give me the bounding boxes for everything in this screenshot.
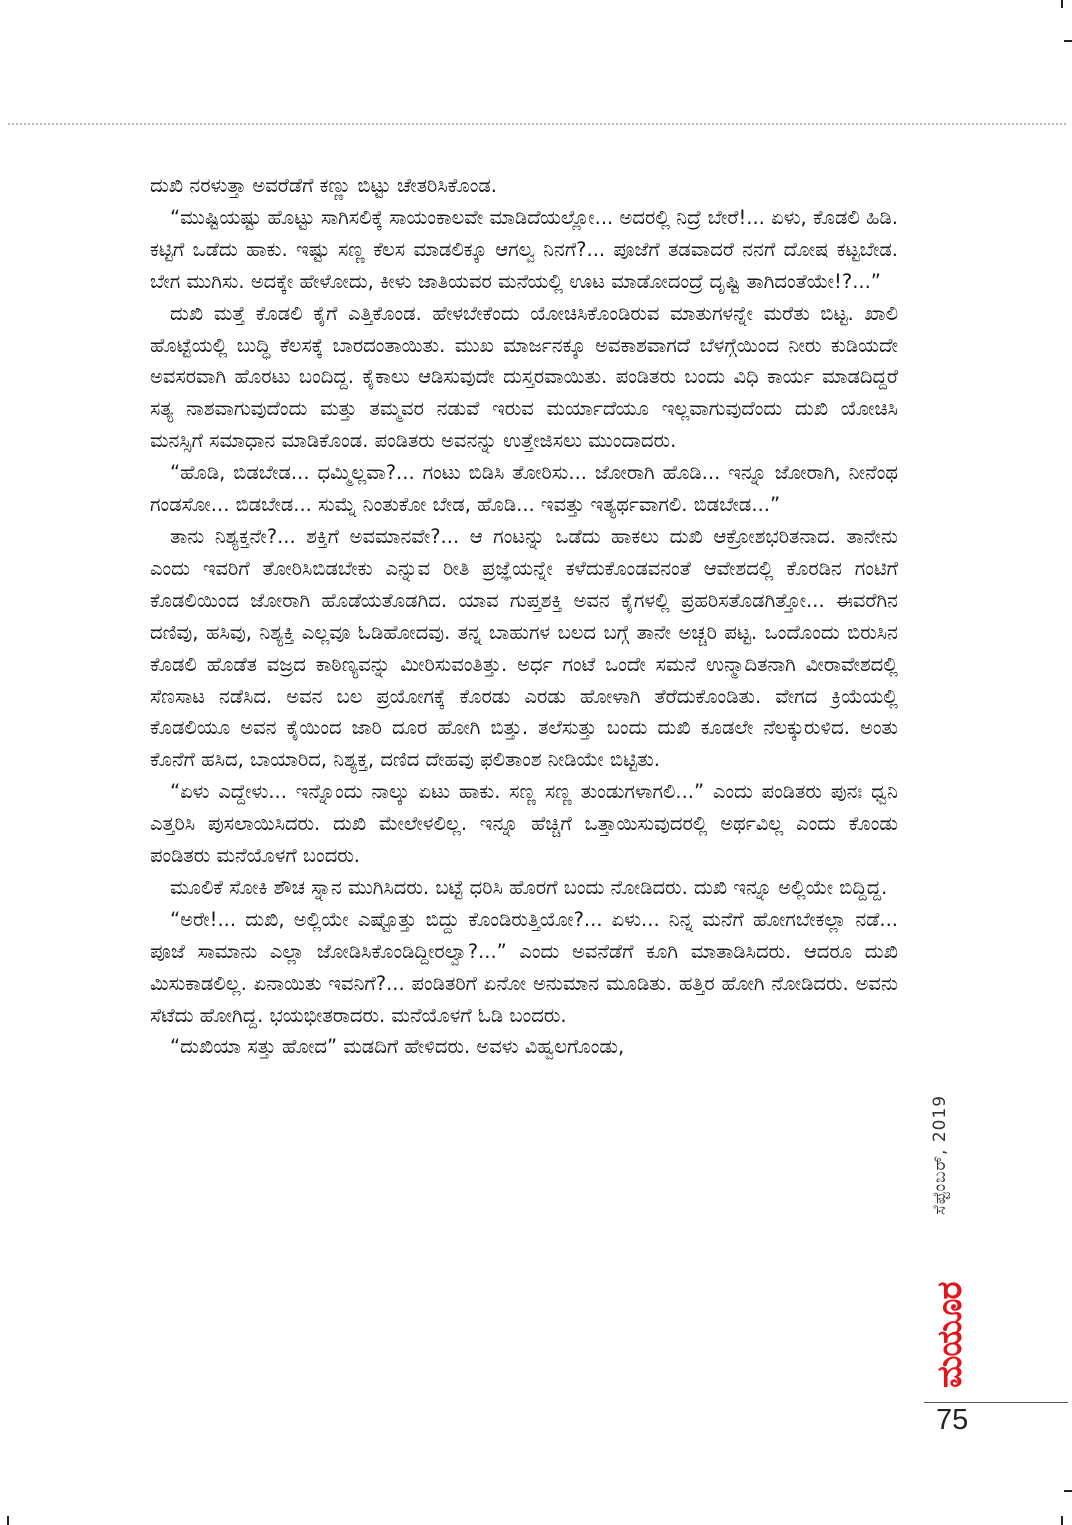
crop-mark-right — [1064, 1490, 1072, 1492]
body-paragraph: ತಾನು ನಿಶ್ಯಕ್ತನೇ?... ಶಕ್ತಿಗೆ ಅವಮಾನವೇ?... ಆ ಗಂಟನ್ನು ಒಡೆದು ಹಾಕಲು ದುಖಿ ಆಕ್ರೋಶಭರಿತನಾದ. ತಾನೇನು ಎಂದು ಇವರಿಗೆ ತೋರಿಸಿಬಿಡಬೇಕು ಎನ್ನುವ ರೀತಿ ಪ್ರಜ್ಞೆಯನ್ನೇ ಕಳೆದುಕೊಂಡವನಂತೆ ಆವೇಶದಲ್ಲಿ ಕೊರಡಿನ ಗಂಟಿಗೆ ಕೊಡಲಿಯಿಂದ ಜೋರಾಗಿ ಹೊಡೆಯತೊಡಗಿದ. ಯಾವ ಗುಪ್ತಶಕ್ತಿ ಅವನ ಕೈಗಳಲ್ಲಿ ಪ್ರಹರಿಸತೊಡಗಿತ್ತೋ... ಈವರೆಗಿನ ದಣಿವು, ಹಸಿವು, ನಿಶ್ಯಕ್ತಿ ಎಲ್ಲವೂ ಓಡಿಹೋದವು. ತನ್ನ ಬಾಹುಗಳ ಬಲದ ಬಗ್ಗೆ ತಾನೇ ಅಚ್ಚರಿ ಪಟ್ಟ. ಒಂದೊಂದು ಬಿರುಸಿನ ಕೊಡಲಿ ಹೊಡೆತ ವಜ್ರದ ಕಾಠಿಣ್ಯವನ್ನು ಮೀರಿಸುವಂತಿತ್ತು. ಅರ್ಧ ಗಂಟೆ ಒಂದೇ ಸಮನೆ ಉನ್ಮಾದಿತನಾಗಿ ವೀರಾವೇಶದಲ್ಲಿ ಸೆಣಸಾಟ ನಡೆಸಿದ. ಅವನ ಬಲ ಪ್ರಯೋಗಕ್ಕೆ ಕೊರಡು ಎರಡು ಹೋಳಾಗಿ ತೆರೆದುಕೊಂಡಿತು. ವೇಗದ ಕ್ರಿಯೆಯಲ್ಲಿ ಕೊಡಲಿಯೂ ಅವನ ಕೈಯಿಂದ ಜಾರಿ ದೂರ ಹೋಗಿ ಬಿತ್ತು. ತಲೆಸುತ್ತು ಬಂದು ದುಖಿ ಕೂಡಲೇ ನೆಲಕ್ಕುರುಳಿದ. ಅಂತು ಕೊನೆಗೆ ಹಸಿದ, ಬಾಯಾರಿದ, ನಿಶ್ಯಕ್ತ, ದಣಿದ ದೇಹವು ಫಲಿತಾಂಶ ನೀಡಿಯೇ ಬಿಟ್ಟಿತು. — [150, 524, 898, 772]
article-body — [150, 170, 898, 1063]
body-paragraph: “ಹೊಡಿ, ಬಿಡಬೇಡ... ಧಮ್ಮಿಲ್ಲವಾ?... ಗಂಟು ಬಿಡಿಸಿ ತೋರಿಸು... ಜೋರಾಗಿ ಹೊಡಿ... ಇನ್ನೂ ಜೋರಾಗಿ, ನೀನೆಂಥ ಗಂಡಸೋ... ಬಿಡಬೇಡ... ಸುಮ್ನೆ ನಿಂತುಕೋ ಬೇಡ, ಹೊಡಿ... ಇವತ್ತು ಇತ್ಯರ್ಥವಾಗಲಿ. ಬಿಡಬೇಡ...” — [150, 461, 898, 517]
page-number: 75 — [936, 1404, 969, 1436]
body-paragraph: ದುಖಿ ಮತ್ತೆ ಕೊಡಲಿ ಕೈಗೆ ಎತ್ತಿಕೊಂಡ. ಹೇಳಬೇಕೆಂದು ಯೋಚಿಸಿಕೊಂಡಿರುವ ಮಾತುಗಳನ್ನೇ ಮರೆತು ಬಿಟ್ಟ. ಖಾಲಿ ಹೊಟ್ಟೆಯಲ್ಲಿ ಬುದ್ಧಿ ಕೆಲಸಕ್ಕೆ ಬಾರದಂತಾಯಿತು. ಮುಖ ಮಾರ್ಜನಕ್ಕೂ ಅವಕಾಶವಾಗದೆ ಬೆಳಗ್ಗೆಯಿಂದ ನೀರು ಕುಡಿಯದೇ ಅವಸರವಾಗಿ ಹೊರಟು ಬಂದಿದ್ದ. ಕೈಕಾಲು ಆಡಿಸುವುದೇ ದುಸ್ತರವಾಯಿತು. ಪಂಡಿತರು ಬಂದು ವಿಧಿ ಕಾರ್ಯ ಮಾಡದಿದ್ದರೆ ಸತ್ಯ ನಾಶವಾಗುವುದೆಂದು ಮತ್ತು ತಮ್ಮವರ ನಡುವೆ ಇರುವ ಮರ್ಯಾದೆಯೂ ಇಲ್ಲವಾಗುವುದೆಂದು ದುಖಿ ಯೋಚಿಸಿ ಮನಸ್ಸಿಗೆ ಸಮಾಧಾನ ಮಾಡಿಕೊಂಡ. ಪಂಡಿತರು ಅವನನ್ನು ಉತ್ತೇಜಿಸಲು ಮುಂದಾದರು. — [150, 301, 898, 453]
issue-date-label: ಸೆಪ್ಟೆಂಬರ್, 2019 — [930, 1094, 950, 1215]
body-paragraph: ಮೂಲಿಕೆ ಸೋಕಿ ಶೌಚ ಸ್ನಾನ ಮುಗಿಸಿದರು. ಬಟ್ಟೆ ಧರಿಸಿ ಹೊರಗೆ ಬಂದು ನೋಡಿದರು. ದುಖಿ ಇನ್ನೂ ಅಲ್ಲಿಯೇ ಬಿದ್ದಿದ್ದ. — [170, 875, 888, 899]
body-paragraph: “ಅರೇ!... ದುಖಿ, ಅಲ್ಲಿಯೇ ಎಷ್ಟೊತ್ತು ಬಿದ್ದು ಕೊಂಡಿರುತ್ತಿಯೋ?... ಏಳು... ನಿನ್ನ ಮನೆಗೆ ಹೋಗಬೇಕಲ್ಲಾ ನಡೆ... ಪೂಜೆ ಸಾಮಾನು ಎಲ್ಲಾ ಜೋಡಿಸಿಕೊಂಡಿದ್ದೀರಲ್ವಾ?...” ಎಂದು ಅವನೆಡೆಗೆ ಕೂಗಿ ಮಾತಾಡಿಸಿದರು. ಆದರೂ ದುಖಿ ಮಿಸುಕಾಡಲಿಲ್ಲ. ಏನಾಯಿತು ಇವನಿಗೆ?... ಪಂಡಿತರಿಗೆ ಏನೋ ಅನುಮಾನ ಮೂಡಿತು. ಹತ್ತಿರ ಹೋಗಿ ನೋಡಿದರು. ಅವನು ಸೆಟೆದು ಹೋಗಿದ್ದ. ಭಯಭೀತರಾದರು. ಮನೆಯೊಳಗೆ ಓಡಿ ಬಂದರು. — [150, 907, 898, 1027]
body-paragraph: “ಮುಷ್ಟಿಯಷ್ಟು ಹೊಟ್ಟು ಸಾಗಿಸಲಿಕ್ಕೆ ಸಾಯಂಕಾಲವೇ ಮಾಡಿದೆಯಲ್ಲೋ... ಅದರಲ್ಲಿ ನಿದ್ರೆ ಬೇರೆ!... ಏಳು, ಕೊಡಲಿ ಹಿಡಿ. ಕಟ್ಟಿಗೆ ಒಡೆದು ಹಾಕು. ಇಷ್ಟು ಸಣ್ಣ ಕೆಲಸ ಮಾಡಲಿಕ್ಕೂ ಆಗಲ್ವ ನಿನಗೆ?... ಪೂಜೆಗೆ ತಡವಾದರೆ ನನಗೆ ದೋಷ ಕಟ್ಟಬೇಡ. ಬೇಗ ಮುಗಿಸು. ಅದಕ್ಕೇ ಹೇಳೋದು, ಕೀಳು ಜಾತಿಯವರ ಮನೆಯಲ್ಲಿ ಊಟ ಮಾಡೋದಂದ್ರೆ ದೃಷ್ಟಿ ತಾಗಿದಂತೆಯೇ!?...” — [150, 205, 898, 293]
body-paragraph: “ಏಳು ಎದ್ದೇಳು... ಇನ್ನೊಂದು ನಾಲ್ಕು ಏಟು ಹಾಕು. ಸಣ್ಣ ಸಣ್ಣ ತುಂಡುಗಳಾಗಲಿ...” ಎಂದು ಪಂಡಿತರು ಪುನಃ ಧ್ವನಿ ಎತ್ತರಿಸಿ ಪುಸಲಾಯಿಸಿದರು. ದುಖಿ ಮೇಲೇಳಲಿಲ್ಲ. ಇನ್ನೂ ಹೆಚ್ಚಿಗೆ ಒತ್ತಾಯಿಸುವುದರಲ್ಲಿ ಅರ್ಥವಿಲ್ಲ ಎಂದು ಕೊಂಡು ಪಂಡಿತರು ಮನೆಯೊಳಗೆ ಬಂದರು. — [150, 780, 898, 868]
body-paragraph: “ದುಖಿಯಾ ಸತ್ತು ಹೋದ” ಮಡದಿಗೆ ಹೇಳಿದರು. ಅವಳು ವಿಹ್ವಲಗೊಂಡು, — [170, 1035, 625, 1059]
crop-mark-top — [1061, 0, 1063, 8]
body-paragraph: ದುಖಿ ನರಳುತ್ತಾ ಅವರೆಡೆಗೆ ಕಣ್ಣು ಬಿಟ್ಟು ಚೇತರಿಸಿಕೊಂಡ. — [150, 174, 497, 197]
magazine-logo-text: ಮಯೂರ — [930, 1282, 970, 1388]
header-dotted-rule — [8, 123, 1066, 125]
crop-mark-bottom-left — [7, 1516, 9, 1525]
magazine-logo — [932, 1228, 968, 1388]
crop-mark-bottom-right — [1061, 1516, 1063, 1525]
crop-mark-top-right — [1064, 40, 1072, 42]
